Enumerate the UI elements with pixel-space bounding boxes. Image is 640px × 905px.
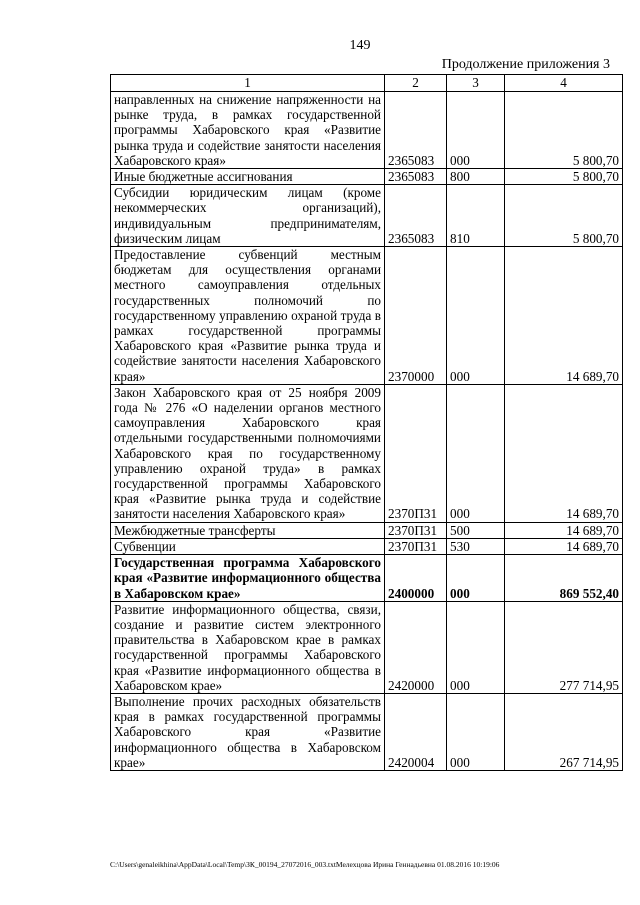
- row-expense-type: 000: [447, 555, 505, 602]
- document-footer: [110, 860, 499, 869]
- row-name: Иные бюджетные ассигнования: [111, 169, 385, 185]
- appendix-continuation-label: Продолжение приложения 3: [441, 57, 610, 72]
- row-expense-type: 000: [447, 247, 505, 385]
- row-name: Выполнение прочих расходных обязательств края в рамках государственной программы Хабаровского края «Развитие информационного общества в Хабаровском крае»: [111, 693, 385, 770]
- table-row: [111, 538, 623, 554]
- row-target-code: 2365083: [385, 169, 447, 185]
- row-expense-type: 000: [447, 384, 505, 522]
- row-amount: 14 689,70: [505, 247, 623, 385]
- row-name: Межбюджетные трансферты: [111, 522, 385, 538]
- row-expense-type: 500: [447, 522, 505, 538]
- row-name: Развитие информационного общества, связи, создание и развитие систем электронного правительства в Хабаровском крае в рамках государственной программы Хабаровского края «Развитие информационного общества в Хабаровском крае»: [111, 601, 385, 693]
- row-target-code: 2370П31: [385, 538, 447, 554]
- row-target-code: 2420004: [385, 693, 447, 770]
- row-name: Предоставление субвенций местным бюджетам для осуществления органами местного самоуправления отдельных государственных полномочий по государственному управлению охраной труда в рамках государственной программы Хабаровского края «Развитие рынка труда и содействие занятости населения Хабаровского края»: [111, 247, 385, 385]
- row-amount: 5 800,70: [505, 92, 623, 169]
- row-name: Государственная программа Хабаровского края «Развитие информационного общества в Хабаровском крае»: [111, 555, 385, 602]
- row-amount: 14 689,70: [505, 384, 623, 522]
- header-col-2: 2: [385, 75, 447, 92]
- table-row: [111, 247, 623, 385]
- table-row: [111, 601, 623, 693]
- table-row-program: [111, 555, 623, 602]
- row-target-code: 2370П31: [385, 522, 447, 538]
- row-expense-type: 000: [447, 601, 505, 693]
- row-name: Субсидии юридическим лицам (кроме некоммерческих организаций), индивидуальным предпринимателям, физическим лицам: [111, 185, 385, 247]
- row-target-code: 2370П31: [385, 384, 447, 522]
- row-expense-type: 810: [447, 185, 505, 247]
- row-name: направленных на снижение напряженности на рынке труда, в рамках государственной программы Хабаровского края «Развитие рынка труда и содействие занятости населения Хабаровского края»: [111, 92, 385, 169]
- row-name: Субвенции: [111, 538, 385, 554]
- row-target-code: 2370000: [385, 247, 447, 385]
- row-amount: 267 714,95: [505, 693, 623, 770]
- page-number: 149: [349, 38, 371, 53]
- table-header-row: [111, 75, 623, 92]
- row-amount: 869 552,40: [505, 555, 623, 602]
- row-amount: 277 714,95: [505, 601, 623, 693]
- row-name: Закон Хабаровского края от 25 ноября 2009 года № 276 «О наделении органов местного самоуправления Хабаровского края отдельными государственными полномочиями Хабаровского края по государственному управлению охраной труда» в рамках государственной программы Хабаровского края «Развитие рынка труда и содействие занятости населения Хабаровского края»: [111, 384, 385, 522]
- row-amount: 5 800,70: [505, 169, 623, 185]
- row-expense-type: 530: [447, 538, 505, 554]
- row-expense-type: 800: [447, 169, 505, 185]
- table-row: [111, 169, 623, 185]
- header-col-3: 3: [447, 75, 505, 92]
- table-row: [111, 185, 623, 247]
- footer-file-path: C:\Users\genaleikhina\AppData\Local\Temp\ЗК_00194_27072016_003.txt: [110, 860, 336, 869]
- row-target-code: 2365083: [385, 185, 447, 247]
- row-amount: 5 800,70: [505, 185, 623, 247]
- row-amount: 14 689,70: [505, 522, 623, 538]
- header-col-1: 1: [111, 75, 385, 92]
- row-amount: 14 689,70: [505, 538, 623, 554]
- table-row: [111, 92, 623, 169]
- header-col-4: 4: [505, 75, 623, 92]
- table-row: [111, 693, 623, 770]
- table-row: [111, 522, 623, 538]
- row-target-code: 2365083: [385, 92, 447, 169]
- row-expense-type: 000: [447, 693, 505, 770]
- row-expense-type: 000: [447, 92, 505, 169]
- footer-author-stamp: Мелехцова Ирина Геннадьевна 01.08.2016 10:19:06: [335, 860, 500, 869]
- budget-table: [110, 74, 623, 771]
- table-row: [111, 384, 623, 522]
- row-target-code: 2420000: [385, 601, 447, 693]
- row-target-code: 2400000: [385, 555, 447, 602]
